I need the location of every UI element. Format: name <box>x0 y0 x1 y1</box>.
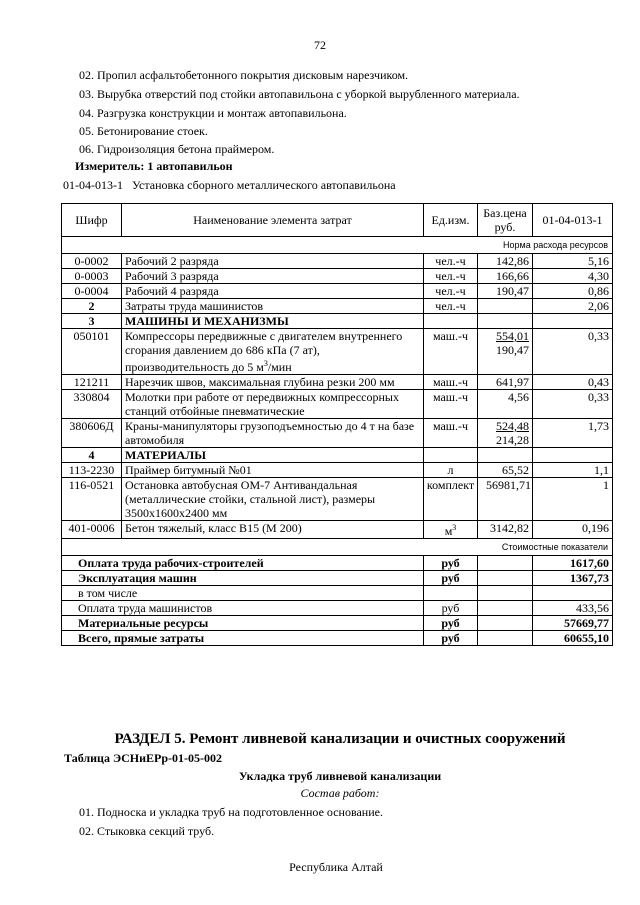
summary-value: 1617,60 <box>533 556 613 571</box>
row-price: 65,52 <box>478 463 533 478</box>
row-name: Молотки при работе от передвижных компрессорных станций отбойные пневматические <box>122 390 424 419</box>
row-name: Краны-манипуляторы грузоподъемностью до 4 т на базе автомобиля <box>122 419 424 448</box>
row-qty: 2,06 <box>533 299 613 314</box>
row-unit: чел.-ч <box>424 269 478 284</box>
row-code: 3 <box>62 314 122 329</box>
summary-value: 433,56 <box>533 601 613 616</box>
band-resources: Норма расхода ресурсов <box>62 237 613 254</box>
row-unit: $м^3$ <box>424 521 478 539</box>
table-row <box>62 314 613 329</box>
summary-name: Оплата труда рабочих-строителей <box>62 556 424 571</box>
summary-value: 57669,77 <box>533 616 613 631</box>
row-code: 0-0003 <box>62 269 122 284</box>
summary-row <box>62 631 613 646</box>
resource-table <box>61 203 613 646</box>
row-code: 121211 <box>62 375 122 390</box>
row-unit: л <box>424 463 478 478</box>
row-price <box>478 299 533 314</box>
table-row <box>62 254 613 269</box>
row-code: 4 <box>62 448 122 463</box>
section-heading: МАШИНЫ И МЕХАНИЗМЫ <box>122 314 424 329</box>
row-code: 0-0002 <box>62 254 122 269</box>
table-row <box>62 269 613 284</box>
row-price: 56981,71 <box>478 478 533 521</box>
band-row <box>62 539 613 556</box>
work-item: 01. Подноска и укладка труб на подготовленное основание. <box>79 805 383 819</box>
summary-unit: руб <box>424 601 478 616</box>
row-price: 190,47 <box>478 284 533 299</box>
row-unit: чел.-ч <box>424 254 478 269</box>
table-row <box>62 448 613 463</box>
header-code: Шифр <box>62 204 122 237</box>
row-code: 113-2230 <box>62 463 122 478</box>
row-qty: 0,43 <box>533 375 613 390</box>
table-row <box>62 521 613 539</box>
summary-row <box>62 601 613 616</box>
summary-row <box>62 616 613 631</box>
summary-value <box>533 586 613 601</box>
summary-row <box>62 571 613 586</box>
summary-name: в том числе <box>62 586 424 601</box>
row-name: Бетон тяжелый, класс В15 (М 200) <box>122 521 424 539</box>
row-price: 166,66 <box>478 269 533 284</box>
row-unit: маш.-ч <box>424 390 478 419</box>
table-row <box>62 478 613 521</box>
header-norm: 01-04-013-1 <box>533 204 613 237</box>
footer: Республика Алтай <box>289 860 383 874</box>
row-unit: чел.-ч <box>424 284 478 299</box>
summary-name: Материальные ресурсы <box>62 616 424 631</box>
row-code: 0-0004 <box>62 284 122 299</box>
row-qty: 4,30 <box>533 269 613 284</box>
summary-value: 60655,10 <box>533 631 613 646</box>
meter: Измеритель: 1 автопавильон <box>75 159 233 173</box>
row-code: 330804 <box>62 390 122 419</box>
table-reference: Таблица ЭСНиЕРр-01-05-002 <box>64 751 223 765</box>
summary-unit: руб <box>424 571 478 586</box>
work-item: 06. Гидроизоляция бетона праймером. <box>79 142 275 156</box>
row-price: 142,86 <box>478 254 533 269</box>
section-subtitle: Укладка труб ливневой канализации <box>238 769 442 783</box>
row-price: 3142,82 <box>478 521 533 539</box>
table-row <box>62 419 613 448</box>
table-row <box>62 329 613 375</box>
table-row <box>62 284 613 299</box>
row-name: Нарезчик швов, максимальная глубина резки 200 мм <box>122 375 424 390</box>
row-code: 380606Д <box>62 419 122 448</box>
row-price: 554,01 190,47 <box>478 329 533 375</box>
summary-unit: руб <box>424 616 478 631</box>
work-item: 05. Бетонирование стоек. <box>79 124 208 138</box>
row-name: Рабочий 4 разряда <box>122 284 424 299</box>
row-qty: 0,86 <box>533 284 613 299</box>
row-unit: маш.-ч <box>424 329 478 375</box>
header-unit: Ед.изм. <box>424 204 478 237</box>
row-name: Праймер битумный №01 <box>122 463 424 478</box>
header-price: Баз.цена руб. <box>478 204 533 237</box>
row-name: Рабочий 3 разряда <box>122 269 424 284</box>
row-code: 050101 <box>62 329 122 375</box>
summary-unit: руб <box>424 556 478 571</box>
summary-name: Всего, прямые затраты <box>62 631 424 646</box>
row-price: 641,97 <box>478 375 533 390</box>
summary-value: 1367,73 <box>533 571 613 586</box>
summary-unit: руб <box>424 631 478 646</box>
section-title: РАЗДЕЛ 5. Ремонт ливневой канализации и очистных сооружений <box>114 731 566 747</box>
table-row <box>62 463 613 478</box>
row-name: Компрессоры передвижные с двигателем внутреннего сгорания давлением до 686 кПа (7 ат), производительность до 5 $м^3$/мин <box>122 329 424 375</box>
code-line: 01-04-013-1 Установка сборного металлического автопавильона <box>63 178 396 192</box>
summary-row <box>62 586 613 601</box>
summary-unit <box>424 586 478 601</box>
row-code: 2 <box>62 299 122 314</box>
table-row <box>62 299 613 314</box>
row-price: 524,48 214,28 <box>478 419 533 448</box>
section-heading: МАТЕРИАЛЫ <box>122 448 424 463</box>
band-row <box>62 237 613 254</box>
row-qty: 0,33 <box>533 390 613 419</box>
row-name: Затраты труда машинистов <box>122 299 424 314</box>
table-header-row <box>62 204 613 237</box>
row-qty: 1,1 <box>533 463 613 478</box>
row-unit: чел.-ч <box>424 299 478 314</box>
row-name: Остановка автобусная ОМ-7 Антивандальная (металлические стойки, стальной лист), размеры 3500х1600х2400 мм <box>122 478 424 521</box>
row-qty: 0,33 <box>533 329 613 375</box>
page-number: 72 <box>314 38 326 52</box>
row-qty: 1 <box>533 478 613 521</box>
header-name: Наименование элемента затрат <box>122 204 424 237</box>
work-item: 03. Вырубка отверстий под стойки автопавильона с уборкой вырубленного материала. <box>79 87 520 101</box>
row-qty: 0,196 <box>533 521 613 539</box>
row-price: 4,56 <box>478 390 533 419</box>
row-code: 116-0521 <box>62 478 122 521</box>
work-item: 02. Пропил асфальтобетонного покрытия дисковым нарезчиком. <box>79 68 409 82</box>
summary-name: Эксплуатация машин <box>62 571 424 586</box>
table-row <box>62 390 613 419</box>
row-code: 401-0006 <box>62 521 122 539</box>
row-unit: комплект <box>424 478 478 521</box>
row-qty: 5,16 <box>533 254 613 269</box>
band-cost: Стоимостные показатели <box>62 539 613 556</box>
work-item: 04. Разгрузка конструкции и монтаж автопавильона. <box>79 106 347 120</box>
row-unit: маш.-ч <box>424 375 478 390</box>
works-label: Состав работ: <box>300 786 380 800</box>
summary-row <box>62 556 613 571</box>
row-name: Рабочий 2 разряда <box>122 254 424 269</box>
row-qty: 1,73 <box>533 419 613 448</box>
work-item: 02. Стыковка секций труб. <box>79 824 215 838</box>
table-row <box>62 375 613 390</box>
summary-name: Оплата труда машинистов <box>62 601 424 616</box>
row-unit: маш.-ч <box>424 419 478 448</box>
